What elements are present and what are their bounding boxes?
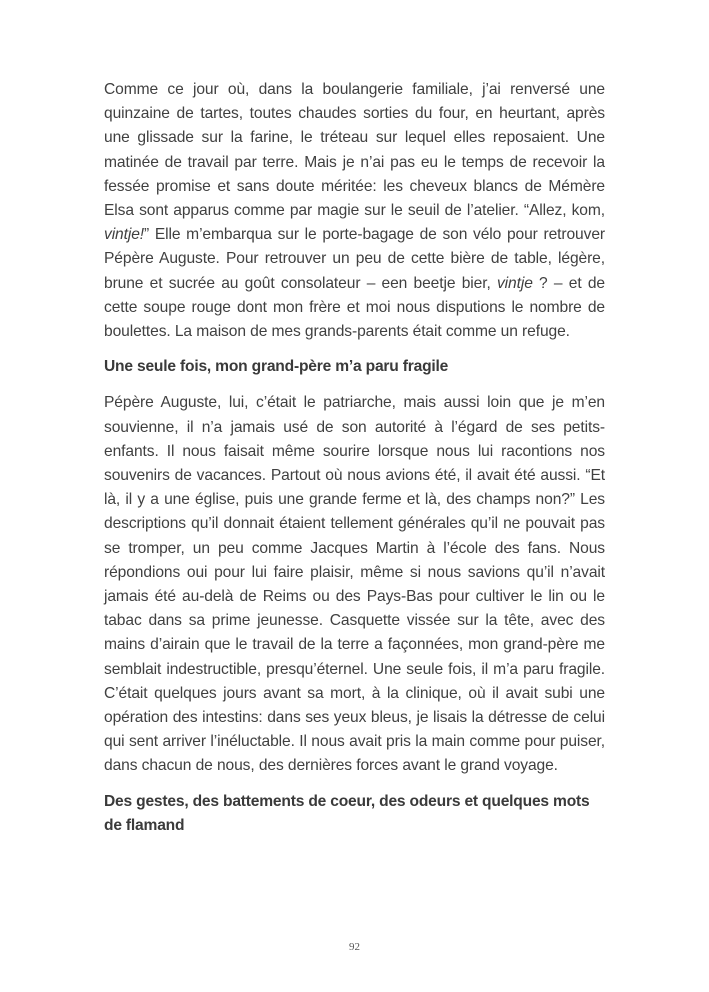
italic-word: vintje!: [104, 226, 145, 244]
paragraph-text: ? – et de cette soupe rouge dont mon frère et moi nous disputions le nombre de boulettes. La maison de mes grands-parents était comme un refuge.: [104, 274, 605, 341]
italic-word: vintje: [496, 274, 533, 292]
paragraph-boulangerie: [104, 78, 605, 344]
section-heading-fragile: Une seule fois, mon grand-père m’a paru fragile: [104, 358, 449, 376]
paragraph-text: Comme ce jour où, dans la boulangerie familiale, j’ai renversé une quinzaine de tartes, toutes chaudes sorties du four, en heurtant, après une glissade sur la farine, le tréteau sur lequel elles reposaient. Une matinée de travail par terre. Mais je n’ai pas eu le temps de recevoir la fessée promise et sans doute méritée: les cheveux blancs de Mémère Elsa sont apparus comme par magie sur le seuil de l’atelier. “Allez, kom,: [104, 81, 605, 220]
page-body: [104, 78, 605, 838]
page-number: 92: [349, 941, 360, 953]
section-heading-gestes: Des gestes, des battements de coeur, des odeurs et quelques mots de flamand: [104, 792, 590, 834]
paragraph-patriarche: Pépère Auguste, lui, c’était le patriarche, mais aussi loin que je m’en souvienne, il n’a jamais usé de son autorité à l’égard de ses petits-enfants. Il nous faisait même sourire lorsque nous lui racontions nos souvenirs de vacances. Partout où nous avions été, il avait été aussi. “Et là, il y a une église, puis une grande ferme et là, des champs non?” Les descriptions qu’il donnait étaient tellement générales qu’il ne pouvait pas se tromper, un peu comme Jacques Martin à l’école des fans. Nous répondions oui pour lui faire plaisir, même si nous savions qu’il n’avait jamais été au-delà de Reims ou des Pays-Bas pour cultiver le lin ou le tabac dans sa prime jeunesse. Casquette vissée sur la tête, avec des mains d’airain que le travail de la terre a façonnées, mon grand-père me semblait indestructible, presqu’éternel. Une seule fois, il m’a paru fragile. C’était quelques jours avant sa mort, à la clinique, où il avait subi une opération des intestins: dans ses yeux bleus, je lisais la détresse de celui qui sent arriver l’inéluctable. Il nous avait pris la main comme pour puiser, dans chacun de nous, des dernières forces avant le grand voyage.: [104, 394, 605, 775]
paragraph-text: ” Elle m’embarqua sur le porte-bagage de son vélo pour retrouver Pépère Auguste. Pour retrouver un peu de cette bière de table, légère, brune et sucrée au goût consolateur – een beetje bier,: [104, 226, 605, 292]
